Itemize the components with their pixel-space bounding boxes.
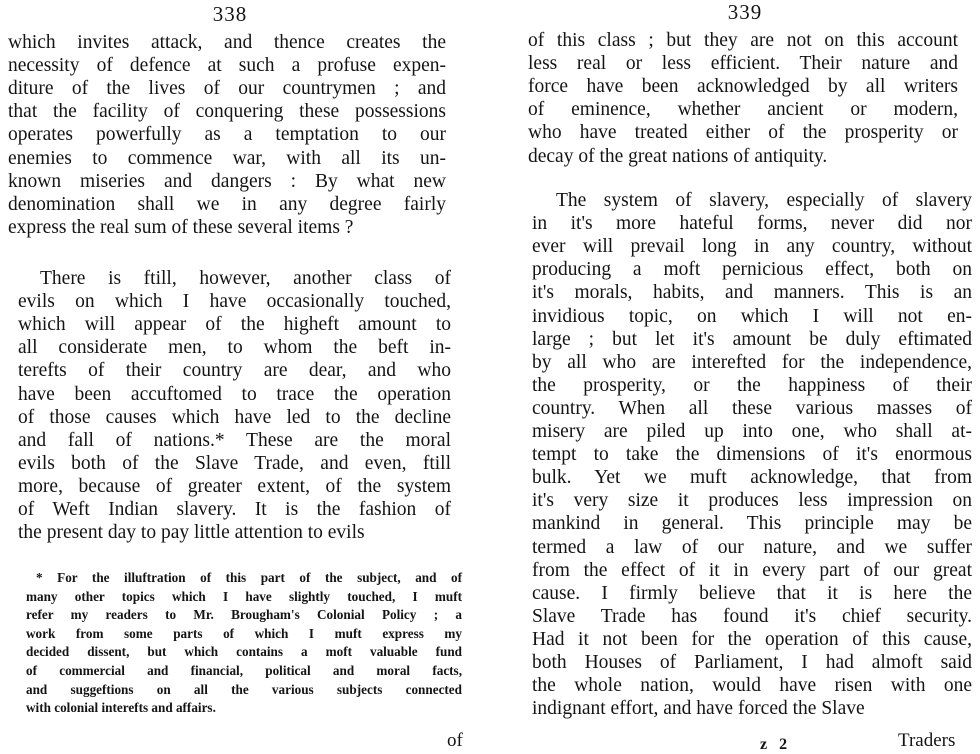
text-line: There is ftill, however, another class of	[40, 268, 451, 289]
text-line: denomination shall we in any degree fairly	[8, 193, 446, 215]
text-line: more, because of greater extent, of the system	[18, 475, 451, 497]
text-line: it's morals, habits, and manners. This is an	[532, 282, 972, 304]
text-line: which will appear of the higheft amount to	[18, 314, 451, 336]
text-line: Had it not been for the operation of this cause,	[532, 628, 972, 650]
text-line: termed a law of our nature, and we suffer	[532, 536, 972, 558]
text-line: misery are piled up into one, who shall at-	[532, 421, 972, 442]
text-line: of those causes which have led to the decline	[18, 406, 451, 428]
text-line: that the facility of conquering these possessions	[8, 101, 446, 123]
text-line: the prosperity, or the happiness of their	[532, 374, 972, 396]
text-line: tempt to take the dimensions of it's enormous	[532, 444, 972, 466]
left-page-number: 338	[212, 2, 248, 26]
text-line: cause. I firmly believe that it is here the	[532, 582, 972, 604]
text-line: mankind in general. This principle may be	[532, 513, 972, 535]
text-line: who have treated either of the prosperity or	[528, 122, 958, 144]
footnote-line: work from some parts of which I muft express my	[26, 625, 462, 641]
text-line: from the effect of it in every part of our great	[532, 559, 972, 581]
signature-mark: z 2	[760, 736, 792, 753]
footnote-line: and suggeftions on all the various subjects connected	[26, 681, 462, 697]
text-line: the whole nation, would have risen with one	[532, 675, 972, 697]
text-line: indignant effort, and have forced the Slave	[532, 698, 865, 720]
text-line: evils both of the Slave Trade, and even, ftill	[18, 452, 451, 474]
text-line: necessity of defence at such a profuse expen-	[8, 55, 446, 77]
footnote-line: of commercial and financial, political and moral facts,	[26, 663, 462, 678]
text-line: the present day to pay little attention to evils	[18, 522, 365, 544]
right-page-number: 339	[727, 0, 763, 24]
text-line: diture of the lives of our countrymen ; and	[8, 78, 446, 100]
text-line: Slave Trade has found it's chief security.	[532, 605, 972, 627]
text-line: operates powerfully as a temptation to our	[8, 124, 446, 146]
text-line: of Weft Indian slavery. It is the fashion of	[18, 499, 451, 520]
text-line: by all who are interefted for the independence,	[532, 351, 972, 373]
footnote-line: with colonial interefts and affairs.	[26, 700, 216, 716]
text-line: all considerate men, to whom the beft in-	[18, 337, 451, 359]
text-line: which invites attack, and thence creates the	[8, 32, 446, 53]
text-line: in it's more hateful forms, never did nor	[532, 213, 972, 235]
right-catchword: Traders	[898, 730, 956, 751]
right-page	[510, 0, 980, 754]
text-line: evils on which I have occasionally touched,	[18, 291, 451, 313]
text-line: and fall of nations.* These are the moral	[18, 429, 451, 451]
text-line: less real or less efficient. Their nature and	[528, 53, 958, 75]
text-line: of eminence, whether ancient or modern,	[528, 99, 958, 121]
text-line: invidious topic, on which I will not en-	[532, 305, 972, 327]
text-line: decay of the great nations of antiquity.	[528, 145, 828, 167]
text-line: bulk. Yet we muft acknowledge, that from	[532, 467, 972, 489]
text-line: producing a moft pernicious effect, both on	[532, 259, 972, 281]
footnote-line: * For the illuftration of this part of the subject, and of	[36, 570, 462, 585]
text-line: terefts of their country are dear, and who	[18, 360, 451, 382]
footnote-line: many other topics which I have slightly touched, I muft	[26, 588, 462, 604]
left-catchword: of	[447, 730, 463, 751]
text-line: enemies to commence war, with all its un-	[8, 147, 446, 169]
footnote-line: decided dissent, but which contains a moft valuable fund	[26, 644, 462, 660]
text-line: known miseries and dangers : By what new	[8, 170, 446, 192]
text-line: ever will prevail long in any country, without	[532, 236, 972, 258]
text-line: of this class ; but they are not on this account	[528, 30, 958, 51]
footnote-line: refer my readers to Mr. Brougham's Colonial Policy ; a	[26, 607, 462, 623]
left-page	[0, 0, 470, 754]
text-line: express the real sum of these several items ?	[8, 216, 354, 238]
text-line: The system of slavery, especially of slavery	[556, 190, 972, 211]
text-line: have been accuftomed to trace the operation	[18, 383, 451, 405]
text-line: it's very size it produces less impression on	[532, 490, 972, 512]
text-line: large ; but let it's amount be duly eftimated	[532, 328, 972, 350]
text-line: force have been acknowledged by all writers	[528, 76, 958, 98]
text-line: both Houses of Parliament, I had almoft said	[532, 652, 972, 673]
text-line: country. When all these various masses of	[532, 397, 972, 419]
